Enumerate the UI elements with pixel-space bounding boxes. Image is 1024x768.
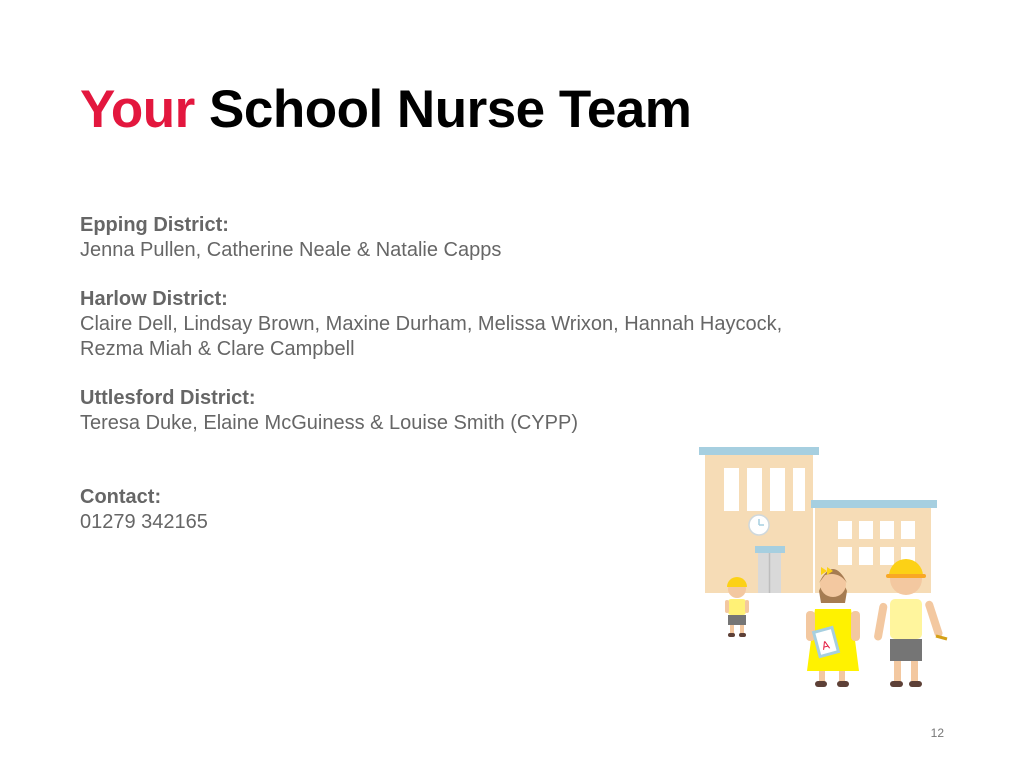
section-heading: Contact:	[80, 486, 162, 508]
section-harlow	[80, 287, 940, 362]
section-epping	[80, 213, 940, 263]
slide-number: 12	[930, 726, 944, 740]
title-main: School Nurse Team	[209, 80, 692, 139]
title-accent: Your	[80, 80, 195, 139]
section-heading: Epping District:	[80, 214, 229, 236]
section-text: Teresa Duke, Elaine McGuiness & Louise Smith (CYPP)	[80, 412, 578, 434]
slide-title	[80, 80, 691, 140]
section-uttlesford	[80, 386, 940, 436]
section-text: Claire Dell, Lindsay Brown, Maxine Durham, Melissa Wrixon, Hannah Haycock,	[80, 313, 783, 335]
section-heading: Harlow District:	[80, 288, 228, 310]
section-heading: Uttlesford District:	[80, 387, 256, 409]
school-children-illustration	[693, 443, 953, 698]
contact-phone: 01279 342165	[80, 511, 208, 533]
section-text: Jenna Pullen, Catherine Neale & Natalie Capps	[80, 239, 502, 261]
small-boy-icon	[725, 577, 749, 637]
svg-text:A: A	[820, 638, 832, 653]
section-text: Rezma Miah & Clare Campbell	[80, 338, 355, 360]
